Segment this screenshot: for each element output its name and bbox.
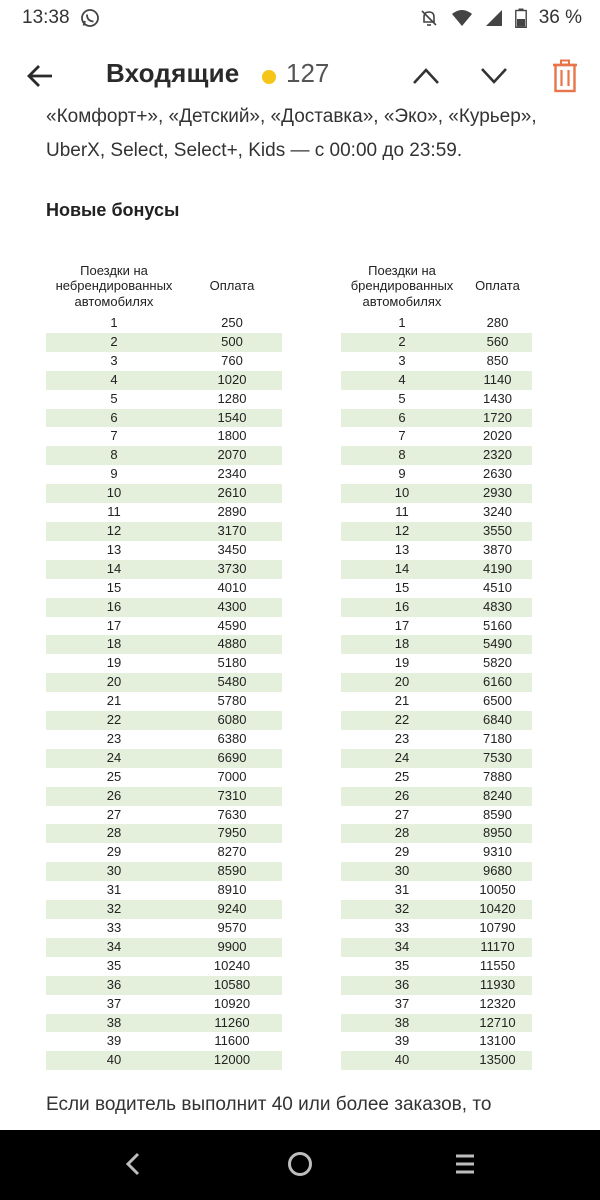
payment-cell: 11600 [214,1033,250,1049]
payment-cell: 9680 [463,862,532,881]
payment-cell: 2340 [217,466,247,482]
payment-cell: 280 [486,315,509,330]
status-time: 13:38 [22,7,70,28]
payment-cell: 1720 [463,409,532,428]
trips-cell: 15 [394,579,410,595]
table-row [46,427,282,446]
table-row [46,390,282,409]
back-button[interactable] [22,60,58,96]
battery-icon [515,8,527,28]
trips-cell: 7 [110,428,118,444]
trips-cell: 5 [110,390,118,406]
table-row [46,446,282,465]
previous-message-button[interactable] [406,58,446,98]
table-row [341,617,532,636]
table-row [341,806,532,825]
table-row [341,635,532,654]
trips-cell: 29 [394,844,410,860]
trips-cell: 31 [106,882,122,898]
payment-cell: 560 [463,333,532,352]
table-row [341,1032,532,1051]
trips-cell: 18 [341,635,463,654]
trips-cell: 10 [46,484,182,503]
trips-cell: 16 [46,598,182,617]
payment-cell: 8590 [483,806,512,822]
payment-cell: 1020 [182,371,282,390]
battery-percent: 36 % [538,7,582,28]
table-row [46,522,282,541]
table-row [341,824,532,843]
payment-cell: 11170 [463,938,532,957]
payment-cell: 3550 [463,522,532,541]
trash-icon [551,59,579,98]
trips-cell: 8 [46,446,182,465]
payment-cell: 4510 [483,579,512,595]
payment-cell: 2930 [463,484,532,503]
trips-cell: 1 [110,315,118,330]
trips-cell: 12 [46,522,182,541]
table-row [341,692,532,711]
trips-cell: 32 [341,900,463,919]
trips-cell: 25 [394,768,410,784]
table-row [46,409,282,428]
payment-cell: 1140 [463,371,532,390]
payment-cell: 11930 [463,976,532,995]
table-row [341,579,532,598]
table-row [341,995,532,1014]
payment-cell: 7000 [217,768,247,784]
payment-cell: 13500 [463,1051,532,1070]
trips-cell: 26 [46,787,182,806]
trips-cell: 40 [341,1051,463,1070]
table-row [46,900,282,919]
system-home-button[interactable] [279,1145,321,1187]
trips-cell: 10 [341,484,463,503]
trips-cell: 28 [46,824,182,843]
table-row [46,352,282,371]
payment-cell: 3870 [483,541,512,557]
table-row [46,598,282,617]
payment-cell: 8240 [463,787,532,806]
payment-cell: 10050 [479,882,516,898]
table-row [46,314,282,333]
trips-cell: 21 [106,693,122,709]
payment-cell: 11550 [479,957,516,973]
payment-cell: 11260 [182,1014,282,1033]
table-row [46,976,282,995]
table-row [46,1014,282,1033]
table-row [341,427,532,446]
payment-cell: 2630 [483,466,512,482]
payment-cell: 12320 [479,995,516,1011]
trips-cell: 23 [394,730,410,746]
payment-cell: 2890 [217,504,247,520]
payment-cell: 1430 [483,390,512,406]
payment-cell: 8950 [463,824,532,843]
folder-title: Входящие [106,58,240,88]
table-row [341,1051,532,1070]
trips-cell: 19 [394,655,410,671]
home-icon [286,1150,314,1183]
table-row [46,1032,282,1051]
trips-cell: 27 [106,806,122,822]
payment-cell: 3170 [182,522,282,541]
table-row [46,560,282,579]
table-row [46,484,282,503]
payment-cell: 760 [221,352,243,368]
payment-cell: 6080 [182,711,282,730]
trips-cell: 21 [394,693,410,709]
table-row [46,749,282,768]
next-message-button[interactable] [474,58,514,98]
table-row [46,938,282,957]
trips-cell: 3 [110,352,118,368]
trips-cell: 27 [394,806,410,822]
trips-cell: 23 [106,730,122,746]
payment-cell: 4300 [182,598,282,617]
table-row [46,711,282,730]
trips-cell: 34 [46,938,182,957]
table-row [341,957,532,976]
email-body[interactable] [0,106,600,1130]
payment-cell: 4590 [217,617,247,633]
table-row [46,1051,282,1070]
trips-cell: 25 [106,768,122,784]
trips-cell: 15 [106,579,122,595]
table-row [341,465,532,484]
table-row [341,938,532,957]
table-row [46,333,282,352]
table-row [341,900,532,919]
payment-cell: 500 [182,333,282,352]
table-row [46,995,282,1014]
payment-cell: 9570 [217,920,247,935]
system-back-button[interactable] [112,1145,154,1187]
column-header-payment: Оплата [475,278,520,294]
trips-cell: 5 [398,390,406,406]
table-row [341,560,532,579]
payment-cell: 5480 [182,673,282,692]
table-row [46,541,282,560]
wifi-icon [451,9,473,27]
payment-cell: 5490 [463,635,532,654]
table-row [341,446,532,465]
table-row [46,806,282,825]
payment-cell: 8270 [217,844,247,860]
whatsapp-icon [80,8,100,28]
body-text-line: «Комфорт+», «Детский», «Доставка», «Эко», «Курьер», [46,106,537,127]
payment-cell: 2610 [182,484,282,503]
trips-cell: 35 [106,957,122,973]
table-row [341,352,532,371]
table-row [46,730,282,749]
trips-cell: 20 [46,673,182,692]
trips-cell: 39 [394,1033,410,1049]
trips-cell: 24 [46,749,182,768]
table-row [341,654,532,673]
trips-cell: 32 [46,900,182,919]
column-header-payment: Оплата [209,278,255,294]
table-row [46,824,282,843]
trips-cell: 9 [110,466,118,482]
back-icon [123,1151,143,1182]
status-bar [0,0,600,36]
trips-cell: 7 [398,428,406,444]
notifications-off-icon [419,8,439,28]
trips-cell: 29 [106,844,122,860]
table-row [341,768,532,787]
payment-cell: 6840 [463,711,532,730]
trips-cell: 13 [106,541,122,557]
section-title: Новые бонусы [46,200,180,220]
table-row [46,635,282,654]
delete-button[interactable] [544,56,586,100]
table-row [46,768,282,787]
table-header-row [46,258,282,314]
payment-cell: 5820 [483,655,512,671]
table-row [46,787,282,806]
payment-cell: 10920 [213,995,251,1011]
payment-cell: 9240 [182,900,282,919]
table-row [46,673,282,692]
unbranded-bonus-table [46,258,282,1070]
table-row [341,919,532,938]
table-row [46,371,282,390]
trips-cell: 1 [398,315,406,330]
trips-cell: 16 [341,598,463,617]
table-row [341,314,532,333]
trips-cell: 35 [394,957,410,973]
payment-cell: 10580 [182,976,282,995]
trips-cell: 28 [341,824,463,843]
trips-cell: 14 [341,560,463,579]
unread-indicator [262,70,276,84]
trips-cell: 3 [398,352,406,368]
payment-cell: 1800 [217,428,247,444]
payment-cell: 5180 [217,655,247,671]
table-row [341,503,532,522]
payment-cell: 5780 [217,693,247,709]
payment-cell: 250 [221,315,243,330]
trips-cell: 36 [46,976,182,995]
trips-cell: 18 [46,635,182,654]
payment-cell: 6500 [483,693,512,709]
system-recent-apps-button[interactable] [444,1145,486,1187]
system-nav-bar [0,1130,600,1200]
payment-cell: 3730 [182,560,282,579]
payment-cell: 10420 [463,900,532,919]
table-row [46,692,282,711]
table-row [46,843,282,862]
chevron-up-icon [412,67,440,90]
trips-cell: 8 [341,446,463,465]
back-arrow-icon [26,64,54,93]
trips-cell: 38 [341,1014,463,1033]
trips-cell: 14 [46,560,182,579]
trips-cell: 4 [341,371,463,390]
table-row [341,1014,532,1033]
trips-cell: 26 [341,787,463,806]
table-row [46,503,282,522]
payment-cell: 9900 [182,938,282,957]
payment-cell: 13100 [479,1033,516,1049]
table-row [341,522,532,541]
payment-cell: 3240 [483,504,512,520]
payment-cell: 2070 [182,446,282,465]
payment-cell: 10790 [479,920,516,935]
table-row [46,862,282,881]
body-text-line: UberX, Select, Select+, Kids — с 00:00 до 23:59. [46,140,463,161]
trips-cell: 38 [46,1014,182,1033]
recent-apps-icon [452,1151,478,1182]
payment-cell: 10240 [213,957,251,973]
payment-cell: 2320 [463,446,532,465]
table-row [341,390,532,409]
trips-cell: 19 [106,655,122,671]
table-row [341,673,532,692]
table-row [341,730,532,749]
column-header-trips: Поездки на небрендированных автомобилях [55,262,173,309]
trips-cell: 17 [106,617,122,633]
table-header-row [341,258,532,314]
trips-cell: 30 [46,862,182,881]
table-row [46,919,282,938]
trips-cell: 9 [398,466,406,482]
table-row [341,881,532,900]
table-row [46,617,282,636]
payment-cell: 6160 [463,673,532,692]
table-row [46,881,282,900]
table-row [46,957,282,976]
payment-cell: 7530 [463,749,532,768]
trips-cell: 6 [341,409,463,428]
table-row [341,598,532,617]
table-row [341,484,532,503]
table-row [46,579,282,598]
trips-cell: 22 [46,711,182,730]
payment-cell: 2020 [483,428,512,444]
trips-cell: 11 [395,504,409,520]
payment-cell: 4830 [463,598,532,617]
trips-cell: 2 [46,333,182,352]
trips-cell: 2 [341,333,463,352]
table-row [341,843,532,862]
table-row [46,654,282,673]
column-header-trips: Поездки на брендированных автомобилях [350,262,454,309]
table-row [341,749,532,768]
trips-cell: 6 [46,409,182,428]
trips-cell: 17 [394,617,410,633]
payment-cell: 1280 [217,390,247,406]
payment-cell: 6690 [182,749,282,768]
trips-cell: 33 [106,920,122,935]
payment-cell: 7880 [483,768,512,784]
payment-cell: 12710 [463,1014,532,1033]
trips-cell: 33 [394,920,410,935]
trips-cell: 11 [107,504,121,520]
table-row [341,862,532,881]
chevron-down-icon [480,67,508,90]
payment-cell: 4880 [182,635,282,654]
payment-cell: 7310 [182,787,282,806]
table-row [46,465,282,484]
signal-icon [485,9,503,27]
payment-cell: 5160 [483,617,512,633]
trips-cell: 37 [106,995,122,1011]
trips-cell: 39 [106,1033,122,1049]
payment-cell: 6380 [217,730,247,746]
trips-cell: 36 [341,976,463,995]
trips-cell: 34 [341,938,463,957]
branded-bonus-table [341,258,532,1070]
payment-cell: 8590 [182,862,282,881]
table-row [341,409,532,428]
body-text-line: Если водитель выполнит 40 или более заказов, то [46,1094,492,1115]
table-row [341,787,532,806]
payment-cell: 12000 [182,1051,282,1070]
payment-cell: 1540 [182,409,282,428]
trips-cell: 13 [394,541,410,557]
unread-count: 127 [286,58,330,88]
payment-cell: 9310 [483,844,512,860]
payment-cell: 7180 [483,730,512,746]
payment-cell: 7630 [217,806,247,822]
table-row [341,541,532,560]
table-row [341,333,532,352]
trips-cell: 24 [341,749,463,768]
payment-cell: 7950 [182,824,282,843]
trips-cell: 30 [341,862,463,881]
table-row [341,976,532,995]
trips-cell: 22 [341,711,463,730]
payment-cell: 4190 [463,560,532,579]
payment-cell: 4010 [217,579,247,595]
trips-cell: 4 [46,371,182,390]
trips-cell: 37 [394,995,410,1011]
trips-cell: 12 [341,522,463,541]
table-row [341,371,532,390]
payment-cell: 8910 [217,882,247,898]
table-row [341,711,532,730]
trips-cell: 31 [394,882,410,898]
trips-cell: 40 [46,1051,182,1070]
trips-cell: 20 [341,673,463,692]
payment-cell: 3450 [217,541,247,557]
payment-cell: 850 [486,352,509,368]
